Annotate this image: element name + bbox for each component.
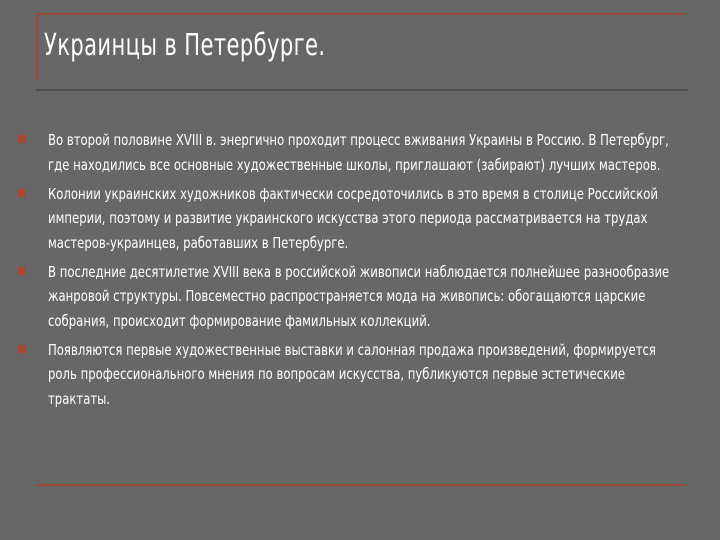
bullet-square-icon (18, 267, 26, 275)
bullet-item (18, 182, 688, 256)
bullet-square-icon (18, 189, 26, 197)
bullet-list (18, 128, 688, 416)
title-divider (36, 89, 688, 91)
bullet-item (18, 260, 688, 334)
frame-top-line (36, 13, 686, 15)
bullet-item (18, 338, 688, 412)
bullet-item (18, 128, 688, 177)
bullet-square-icon (18, 135, 26, 143)
frame-left-line (36, 13, 38, 80)
slide-title: Украинцы в Петербурге. (44, 28, 326, 63)
bullet-text: Появляются первые художественные выставки и салонная продажа произведений, формируется роль профессионального мнения по вопросам искусства, публикуются первые эстетические трактаты. (48, 340, 656, 408)
bullet-text: Во второй половине XVIII в. энергично проходит процесс вживания Украины в Россию. В Петербург, где находились все основные художественные школы, приглашают (забирают) лучших мастеров. (48, 131, 669, 174)
frame-bottom-line (36, 484, 686, 486)
bullet-text: Колонии украинских художников фактически сосредоточились в это время в столице Российской империи, поэтому и развитие украинского искусства этого периода рассматривается на трудах мастеров-украинцев, работавших в Петербурге. (48, 184, 658, 252)
bullet-text: В последние десятилетие XVIII века в российской живописи наблюдается полнейшее разнообразие жанровой структуры. Повсеместно распространяется мода на живопись: обогащаются царские собрания, происходит формирование фамильных коллекций. (48, 262, 670, 330)
bullet-square-icon (18, 345, 26, 353)
